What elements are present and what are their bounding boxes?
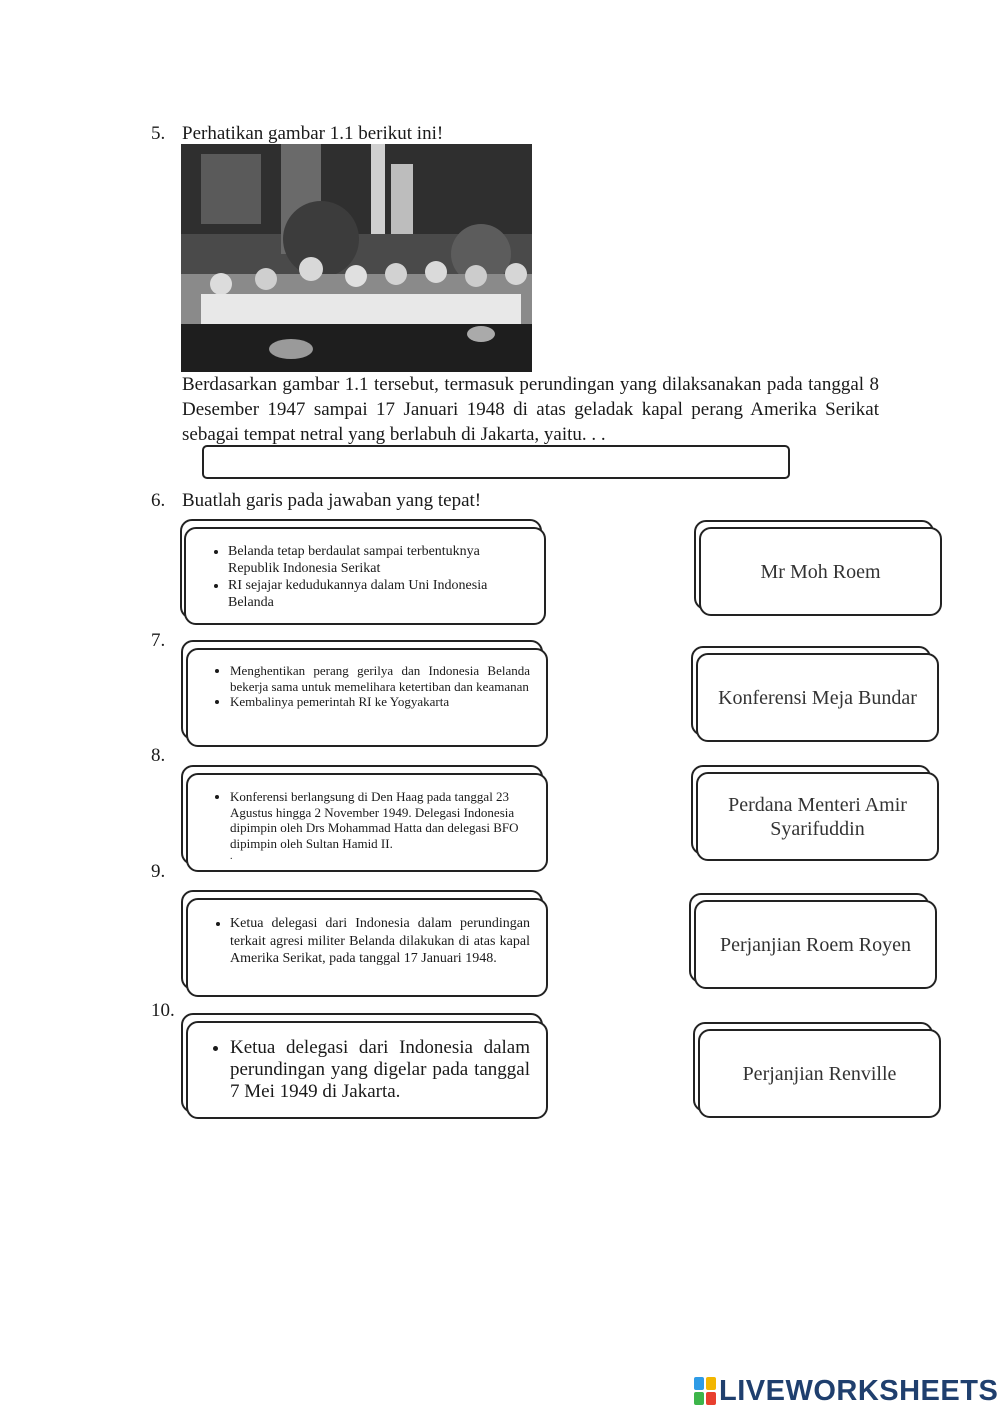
question-7-number: 7.: [151, 630, 166, 651]
liveworksheets-logo-text: LIVEWORKSHEETS: [719, 1374, 999, 1407]
right-card-2-label: Konferensi Meja Bundar: [718, 686, 917, 709]
left-card-4-bullet-1: • Ketua delegasi dari Indonesia dalam perundingan terkait agresi militer Belanda dilakukan di atas kapal Amerika Serikat, pada tanggal 17 Januari 1948.: [230, 915, 530, 968]
liveworksheets-logo-icon: [694, 1377, 716, 1405]
right-card-5[interactable]: [698, 1029, 941, 1118]
right-card-5-label: Perjanjian Renville: [742, 1062, 897, 1085]
left-card-4[interactable]: [186, 898, 548, 997]
question-5-prompt: Perhatikan gambar 1.1 berikut ini!: [182, 123, 444, 144]
left-card-1-bullet-2: • RI sejajar kedudukannya dalam Uni Indonesia Belanda: [228, 577, 526, 611]
right-card-2[interactable]: [696, 653, 939, 742]
liveworksheets-logo: [694, 1374, 998, 1408]
left-card-5[interactable]: [186, 1021, 548, 1119]
right-card-1-label: Mr Moh Roem: [760, 560, 881, 583]
question-10-number: 10.: [151, 1000, 175, 1021]
left-card-3-extra: .: [230, 851, 233, 862]
question-9-number: 9.: [151, 861, 166, 882]
left-card-1[interactable]: [184, 527, 546, 625]
left-card-2-bullet-1: • Menghentikan perang gerilya dan Indonesia Belanda bekerja sama untuk memelihara ketertiban dan keamanan: [230, 663, 530, 694]
left-card-2[interactable]: [186, 648, 548, 747]
question-5-description: Berdasarkan gambar 1.1 tersebut, termasuk perundingan yang dilaksanakan pada tanggal 8 Desember 1947 sampai 17 Januari 1948 di atas geladak kapal perang Amerika Serikat sebagai tempat netral yang berlabuh di Jakarta, yaitu. . .: [182, 374, 879, 445]
left-card-2-bullet-2: • Kembalinya pemerintah RI ke Yogyakarta: [230, 694, 530, 710]
question-5-number: 5.: [151, 123, 166, 144]
left-card-5-bullet-1: • Ketua delegasi dari Indonesia dalam perundingan yang digelar pada tanggal 7 Mei 1949 di Jakarta.: [230, 1037, 530, 1103]
right-card-4[interactable]: [694, 900, 937, 989]
right-card-3[interactable]: [696, 772, 939, 861]
left-card-3[interactable]: [186, 773, 548, 872]
left-card-1-bullet-1: • Belanda tetap berdaulat sampai terbentuknya Republik Indonesia Serikat: [228, 543, 526, 577]
question-6-number: 6.: [151, 490, 166, 511]
figure-1-1-photo: [181, 144, 532, 372]
left-card-3-bullet-1: • Konferensi berlangsung di Den Haag pada tanggal 23 Agustus hingga 2 November 1949. Delegasi Indonesia dipimpin oleh Drs Mohammad Hatta dan delegasi BFO dipimpin oleh Sultan Hamid II.: [230, 789, 530, 851]
question-8-number: 8.: [151, 745, 166, 766]
question-5-answer-input[interactable]: [202, 445, 790, 479]
right-card-4-label: Perjanjian Roem Royen: [719, 933, 912, 956]
right-card-1[interactable]: [699, 527, 942, 616]
question-6-prompt: Buatlah garis pada jawaban yang tepat!: [182, 490, 482, 511]
right-card-3-label: Perdana Menteri Amir Syarifuddin: [728, 793, 907, 840]
